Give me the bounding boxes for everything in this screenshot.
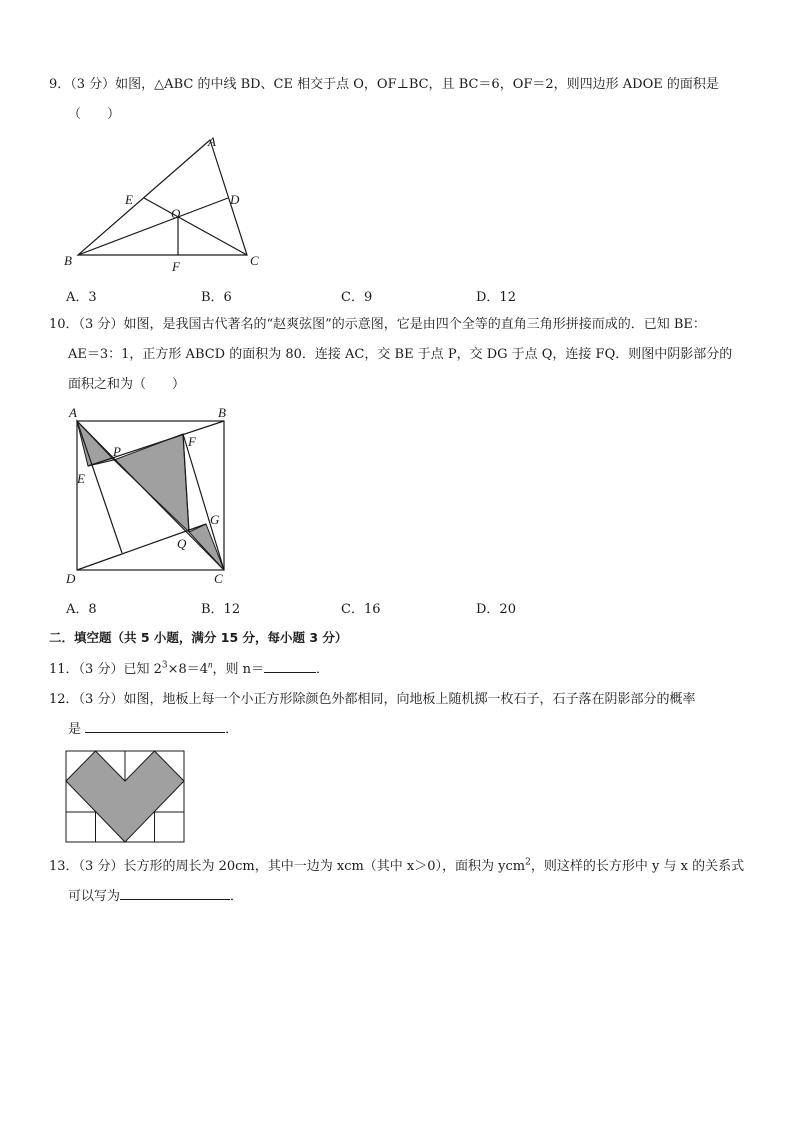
option-d[interactable]: D．20 <box>476 602 516 617</box>
question-text: 可以写为 <box>68 889 121 904</box>
question-13-line-1 <box>49 852 754 882</box>
question-number: 12． <box>49 692 79 707</box>
question-13 <box>49 852 754 912</box>
option-c[interactable]: C．16 <box>341 602 381 617</box>
triangle-abc <box>78 140 247 255</box>
label-d: D <box>230 192 240 207</box>
zhao-shuang-diagram <box>60 403 240 588</box>
floor-grid-diagram <box>64 749 188 846</box>
question-text: （3 分）如图，地板上每一个小正方形除颜色外都相同，向地板上随机掷一枚石子，石子落在阴影部分的概率 <box>78 692 696 707</box>
question-9-line-1 <box>49 70 754 100</box>
question-9 <box>49 70 754 130</box>
question-text: ，则这样的长方形中 y 与 x 的关系式 <box>530 859 745 874</box>
question-number: 9． <box>49 77 71 92</box>
question-10-line-3: 面积之和为（ ） <box>68 377 186 392</box>
label-q: Q <box>177 536 187 551</box>
option-b[interactable]: B．12 <box>201 602 241 617</box>
question-text: （3 分）如图，是我国古代著名的“赵爽弦图”的示意图，它是由四个全等的直角三角形拼接而成的．已知 BE： <box>78 317 706 332</box>
question-text: （3 分）已知 2 <box>78 662 162 677</box>
question-12-line-2 <box>49 715 754 745</box>
answer-blank[interactable] <box>85 718 225 733</box>
shaded-triangle-cgq <box>189 524 224 570</box>
label-d: D <box>66 571 76 586</box>
option-a[interactable]: A．8 <box>66 602 97 617</box>
option-a[interactable]: A．3 <box>66 290 97 305</box>
median-bd <box>78 198 228 255</box>
label-p: P <box>113 444 121 459</box>
question-text: 是 <box>68 722 82 737</box>
label-f: F <box>188 434 196 449</box>
question-number: 13． <box>49 859 79 874</box>
exponent: 3 <box>161 660 168 671</box>
option-d[interactable]: D．12 <box>476 290 516 305</box>
segment-dg <box>77 524 206 570</box>
question-text: ． <box>225 722 239 737</box>
question-11-line <box>49 655 754 685</box>
question-10-line-2: AE＝3：1，正方形 ABCD 的面积为 80．连接 AC，交 BE 于点 P，交 DG 于点 Q，连接 FQ．则图中阴影部分的 <box>68 347 733 362</box>
triangle-diagram <box>60 128 280 278</box>
question-12 <box>49 685 754 745</box>
option-c[interactable]: C．9 <box>341 290 373 305</box>
question-10 <box>49 310 754 400</box>
label-b: B <box>218 405 226 420</box>
question-text: ×8＝4 <box>167 662 209 677</box>
exponent: 2 <box>525 857 531 868</box>
question-text: ． <box>316 662 330 677</box>
label-o: O <box>171 206 181 221</box>
label-a: A <box>69 405 77 420</box>
exponent: n <box>208 659 213 670</box>
label-f: F <box>172 259 180 274</box>
label-a: A <box>208 134 216 149</box>
option-b[interactable]: B．6 <box>201 290 232 305</box>
question-text: （3 分）长方形的周长为 20cm，其中一边为 xcm（其中 x＞0），面积为 ycm <box>78 859 526 874</box>
question-13-line-2 <box>49 882 754 912</box>
question-text: （3 分）如图，△ABC 的中线 BD、CE 相交于点 O，OF⊥BC，且 BC＝6，OF＝2，则四边形 ADOE 的面积是 <box>70 77 719 92</box>
section-heading: 二．填空题（共 5 小题，满分 15 分，每小题 3 分） <box>49 630 348 645</box>
label-g: G <box>210 512 220 527</box>
question-text: ． <box>230 889 244 904</box>
shaded-triangle-pfq <box>114 434 189 532</box>
answer-blank[interactable] <box>120 885 230 900</box>
answer-blank[interactable] <box>264 658 316 673</box>
label-e: E <box>125 192 133 207</box>
question-10-line-1 <box>49 310 754 340</box>
label-e: E <box>77 471 85 486</box>
label-c: C <box>250 253 259 268</box>
label-c: C <box>214 571 223 586</box>
question-number: 10． <box>49 317 79 332</box>
question-text: ，则 n＝ <box>212 662 265 677</box>
question-12-line-1 <box>49 685 754 715</box>
answer-bracket: （ ） <box>68 107 121 122</box>
label-b: B <box>64 253 72 268</box>
segment-ah <box>77 421 122 553</box>
question-11 <box>49 655 754 685</box>
question-number: 11． <box>49 662 79 677</box>
